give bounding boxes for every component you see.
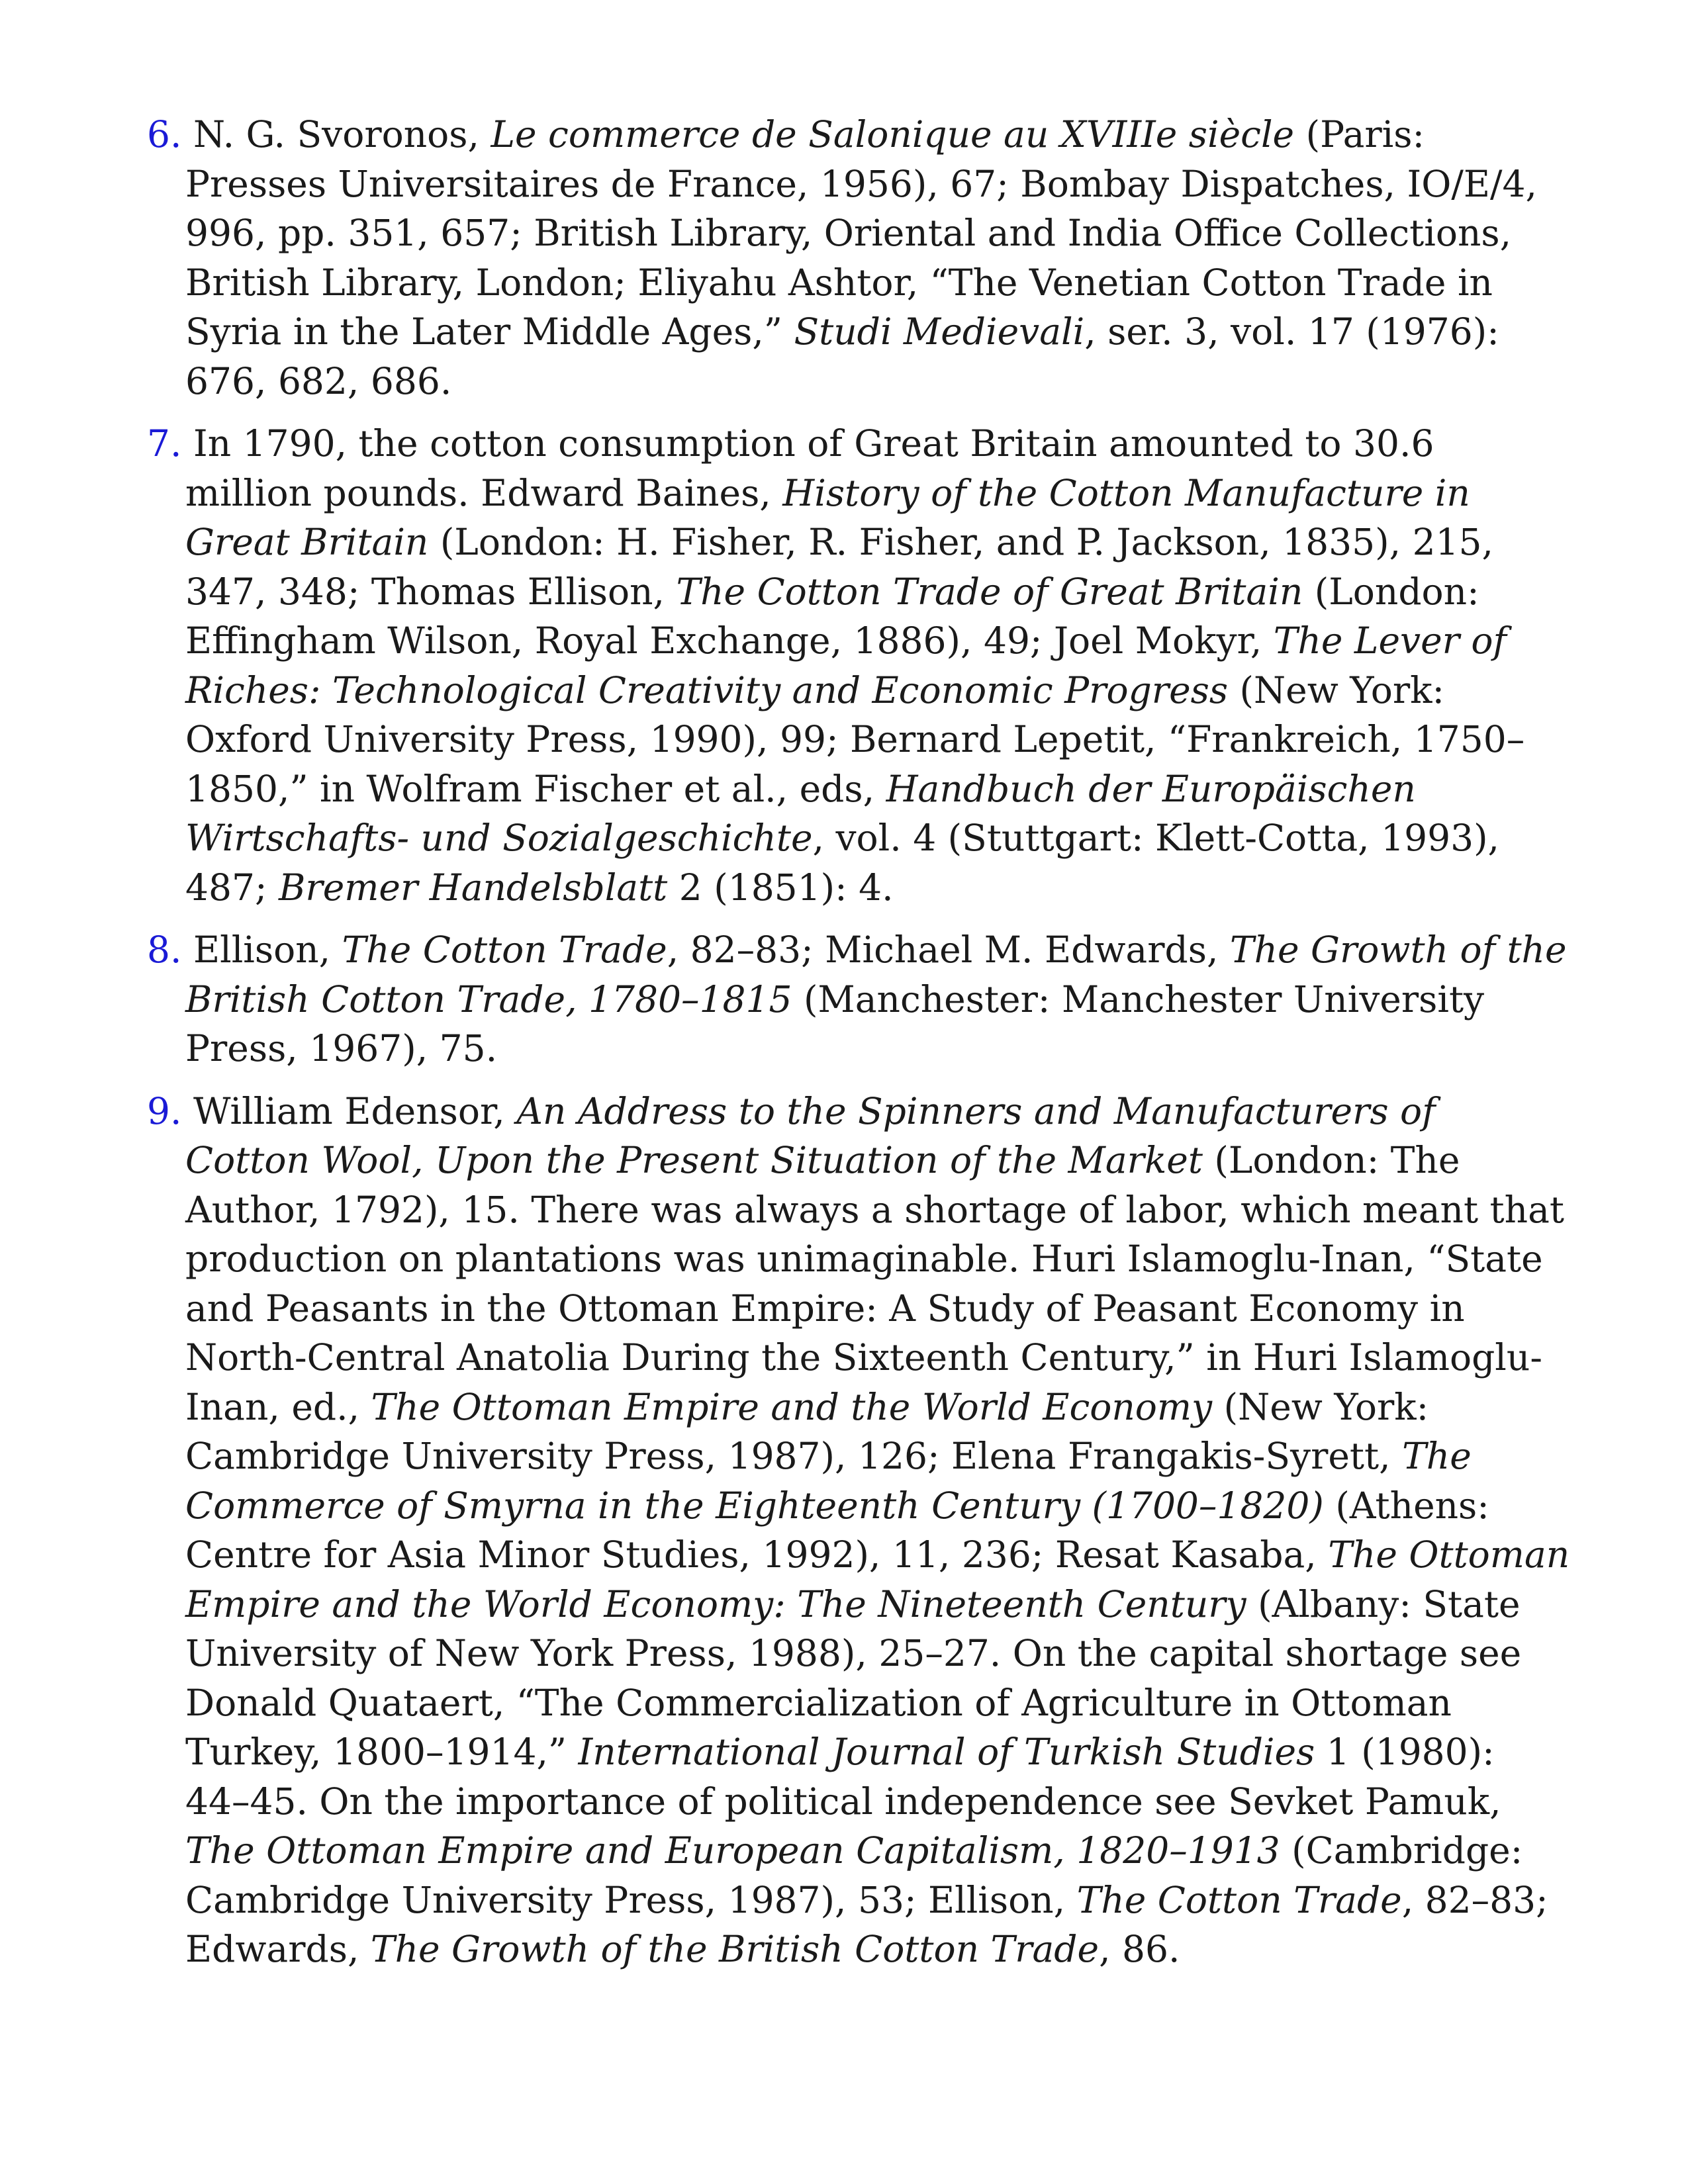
footnote-text: (Paris: Presses Universitaires de France, 1956), 67; Bombay Dispatches, IO/E/4, 996, pp. 351, 657; British Library, Oriental and India Office Collections, British Library, London; Eliyahu Ashtor, “The Venetian Cotton Trade in Syria in the Later Middle Ages,” [185,113,1538,353]
footnote-text: In 1790, the cotton consumption of Great Britain amounted to 30.6 million pounds. Edward Baines, [181,422,1434,514]
footnote-title: Handbuch der Europäischen Wirtschafts- und Sozialgeschichte [185,767,1416,859]
footnote-title: History of the Cotton Manufacture in Great Britain [185,471,1470,563]
footnote-text: (Cambridge: Cambridge University Press, 1987), 53; Ellison, [185,1829,1523,1921]
footnote-title: The Cotton Trade [342,929,667,971]
footnote-text: (London: H. Fisher, R. Fisher, and P. Jackson, 1835), 215, 347, 348; Thomas Ellison, [185,521,1494,613]
footnote-text: , 86. [1099,1928,1180,1970]
footnote-list [147,110,1570,1987]
footnote-text: William Edensor, [181,1089,517,1132]
footnote-title: The Commerce of Smyrna in the Eighteenth Century (1700–1820) [185,1435,1472,1527]
footnote-text: (London: The Author, 1792), 15. There was always a shortage of labor, which meant that production on plantations was unimaginable. Huri Islamoglu-Inan, “State and Peasants in the Ottoman Empire: A Study of Peasant Economy in North-Central Anatolia During the Sixteenth Century,” in Huri Islamoglu-Inan, ed., [185,1139,1564,1428]
footnote-title: The Lever of Riches: Technological Creativity and Economic Progress [185,619,1507,711]
footnote-title: The Growth of the British Cotton Trade [370,1928,1100,1970]
footnote-text: , vol. 4 (Stuttgart: Klett-Cotta, 1993), 487; [185,817,1500,909]
footnote-9 [147,1087,1570,1974]
footnote-text: (New York: Cambridge University Press, 1987), 126; Elena Frangakis-Syrett, [185,1385,1429,1477]
footnote-text: (Manchester: Manchester University Press, 1967), 75. [185,978,1485,1069]
footnote-title: The Cotton Trade [1076,1878,1402,1921]
footnote-title: The Ottoman Empire and the World Economy [371,1385,1213,1428]
footnote-text: , ser. 3, vol. 17 (1976): 676, 682, 686. [185,310,1499,402]
footnote-number-link[interactable]: 7. [147,422,182,465]
footnote-title: Bremer Handelsblatt [279,866,668,909]
footnote-text: 2 (1851): 4. [667,866,894,909]
footnote-title: International Journal of Turkish Studies [578,1731,1315,1773]
footnote-text: (London: Effingham Wilson, Royal Exchange, 1886), 49; Joel Mokyr, [185,570,1479,662]
footnote-title: The Growth of the British Cotton Trade, 1780–1815 [185,929,1567,1021]
footnote-text: , 82–83; Michael M. Edwards, [667,929,1230,971]
footnote-text: (Athens: Centre for Asia Minor Studies, 1992), 11, 236; Resat Kasaba, [185,1484,1489,1576]
footnote-title: Le commerce de Salonique au XVIIIe siècle [491,113,1295,156]
footnote-text: (New York: Oxford University Press, 1990), 99; Bernard Lepetit, “Frankreich, 1750–1850,” in Wolfram Fischer et al., eds, [185,668,1525,810]
footnote-title: The Cotton Trade of Great Britain [676,570,1303,613]
footnote-text: (Albany: State University of New York Press, 1988), 25–27. On the capital shortage see Donald Quataert, “The Commercialization of Agriculture in Ottoman Turkey, 1800–1914,” [185,1582,1522,1773]
footnote-text: N. G. Svoronos, [181,113,491,156]
footnote-text: 1 (1980): 44–45. On the importance of political independence see Sevket Pamuk, [185,1731,1501,1823]
footnote-text: Ellison, [181,929,342,971]
footnote-number-link[interactable]: 8. [147,929,182,971]
footnote-6 [147,110,1570,406]
footnote-title: An Address to the Spinners and Manufacturers of Cotton Wool, Upon the Present Situation of the Market [185,1089,1436,1181]
footnote-7 [147,419,1570,912]
footnote-text: , 82–83; Edwards, [185,1878,1548,1970]
footnote-title: The Ottoman Empire and European Capitalism, 1820–1913 [185,1829,1280,1872]
footnote-8 [147,925,1570,1073]
footnote-number-link[interactable]: 6. [147,113,182,156]
footnote-title: Studi Medievali [794,310,1085,353]
footnote-number-link[interactable]: 9. [147,1089,182,1132]
footnote-title: The Ottoman Empire and the World Economy: The Nineteenth Century [185,1533,1570,1625]
